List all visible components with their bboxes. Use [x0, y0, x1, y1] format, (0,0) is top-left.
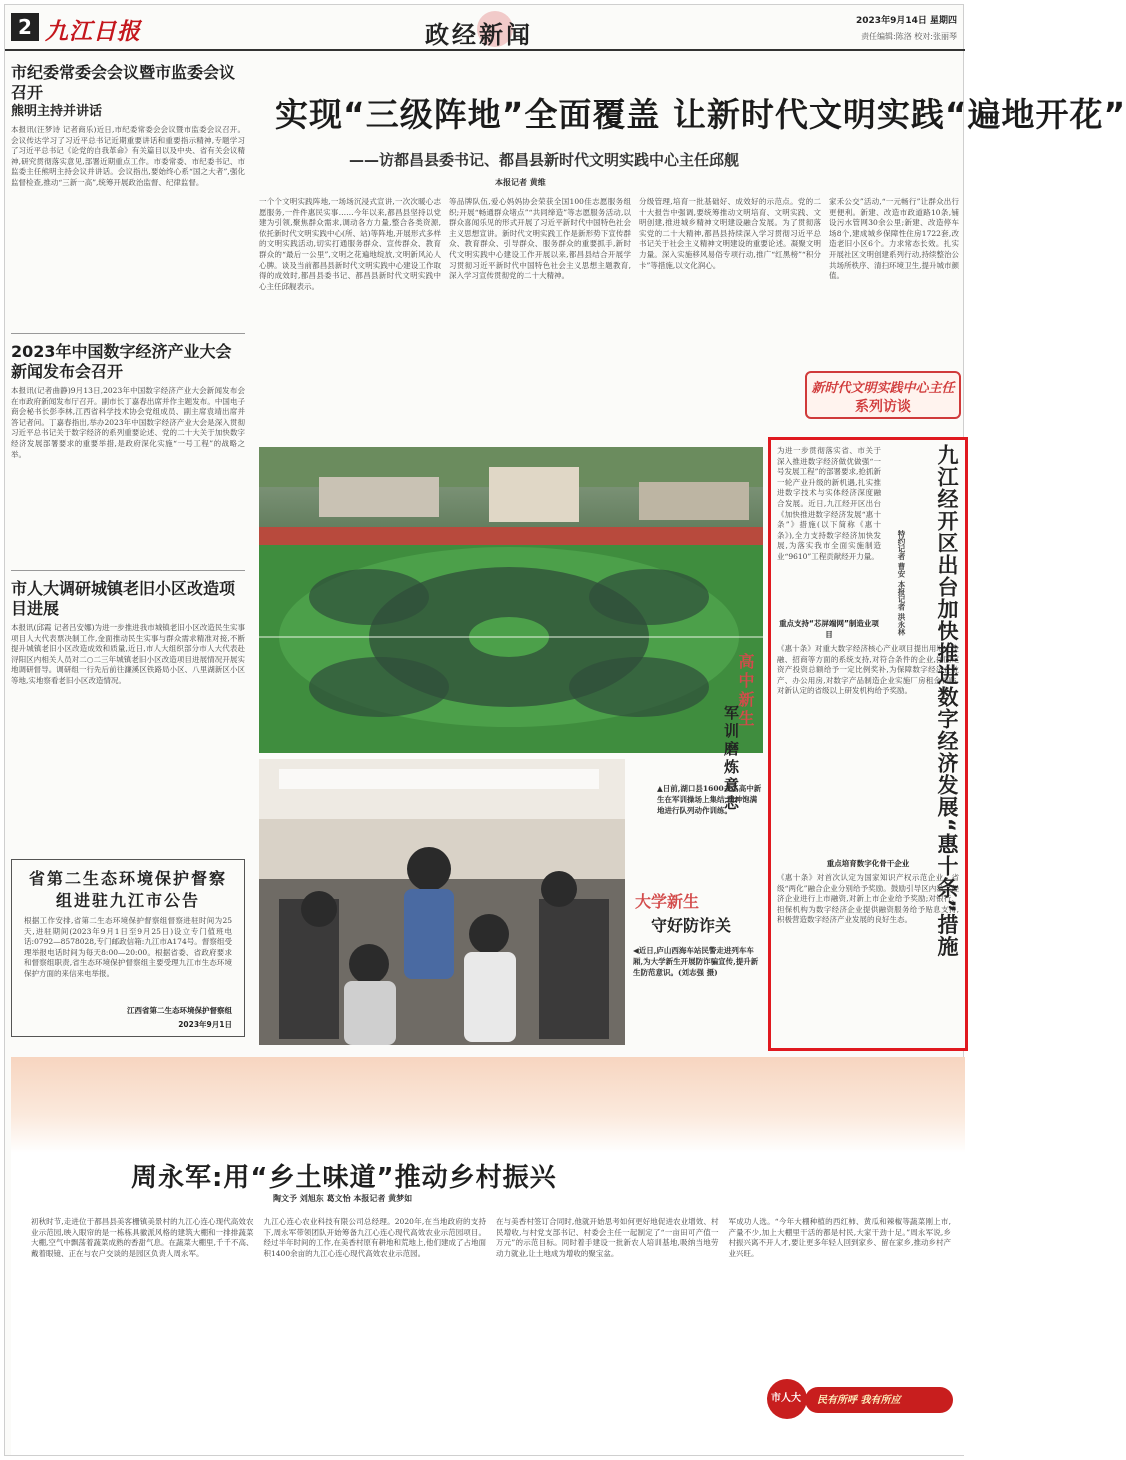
logo-text-2: 民有所呼 我有所应 — [817, 1395, 901, 1406]
highlight-title: 九江经开区出台加快推进数字经济发展“惠十条”措施 — [935, 444, 959, 958]
article-body: 本报讯(邱霞 记者吕安娜)为进一步推进我市城镇老旧小区改造民生实事项目人大代表票决制工作,金面推动民生实事与群众需求精准对接,不断提升城镇老旧小区改造成效和质量,近日,市人大组织部分市人大代表赴浔阳区内相关人员对二○二三年城镇老旧小区改造项目进展情况开展实地调研督导。调研组一行先后前往濂溪区铁路局小区、八里湖新区小区等地,实地察看老旧小区改造情况。 — [11, 623, 245, 685]
highlight-subhead-2: 重点培育数字化骨干企业 — [826, 859, 910, 868]
photo1-caption-black: 军训磨炼意志 — [722, 705, 740, 813]
editor-credits: 责任编辑:陈洛 校对:张丽琴 — [861, 32, 957, 41]
photo2-caption-black: 守好防诈关 — [651, 916, 732, 935]
lead-column: 家禾公交”活动,“一元畅行”让群众出行更便利。新建、改造市政道路10条,铺设污水管网30余公里;新建、改造停车场8个,建成城乡保障性住房1722套,改造老旧小区6个。力求常态长效。扎实开展社区文明创建系列行动,持续整治公共场所秩序、清扫环境卫生,提升城市颜值。 — [829, 197, 959, 281]
series-badge-line1: 新时代文明实践中心主任 — [811, 381, 955, 396]
photo2-caption — [635, 889, 699, 912]
photo-anti-fraud-bus — [259, 759, 625, 1045]
bottom-article — [11, 1057, 965, 1455]
bottom-headline: 周永军:用“乡土味道”推动乡村振兴 — [131, 1163, 557, 1193]
divider — [11, 570, 245, 571]
bottom-column: 在与美香村签订合同时,他就开始思考如何更好地促进农业增效、村民增收,与村党支部书记、村委会主任一起制定了“一亩田可产值一万元”的示范目标。同时着手建设一批新农人培训基地,吸纳当地劳动力就业,让土地成为增收的聚宝盆。 — [496, 1217, 719, 1258]
bottom-column: 军成功人选。“今年大棚种植的西红柿、黄瓜和辣椒等蔬菜刚上市,产量不少,加上大棚里干活的都是村民,大家干劲十足。”周永军说,乡村振兴离不开人才,要让更多年轻人回到家乡、留在家乡,推动乡村产业兴旺。 — [728, 1217, 951, 1258]
lead-byline: 本报记者 黄维 — [495, 178, 546, 187]
bottom-column: 九江心连心农业科技有限公司总经理。2020年,在当地政府的支持下,周永军带领团队开始筹备九江心连心现代高效农业示范园项目。经过半年时间的工作,在美香村原有耕地和荒地上,他们建成了占地面积1400余亩的九江心连心现代高效农业示范园。 — [263, 1217, 486, 1258]
highlight-subhead-1: 重点支持“芯屏端网”制造业项目 — [779, 619, 879, 639]
lead-column: 一个个文明实践阵地,一场场沉浸式宣讲,一次次暖心志愿服务,一件件惠民实事……今年以来,都昌县坚持以党建为引领,聚焦群众需求,调动各方力量,整合各类资源,依托新时代文明实践中心(所、站)等阵地,开展形式多样的文明实践活动,切实打通服务群众、宣传群众、教育群众的“最后一公里”,文明之花遍地绽放,文明新风沁人心脾。谈及当前都昌县新时代文明实践中心建设工作取得的成效时,都昌县委书记、都昌县新时代文明实践中心主任邱舰表示。 — [259, 197, 441, 291]
series-badge — [805, 371, 961, 419]
notice-title: 省第二生态环境保护督察组进驻九江市公告 — [28, 869, 227, 910]
logo-text-1: 市人大 — [771, 1393, 801, 1404]
article-title: 市纪委常委会会议暨市监委会议召开 — [11, 63, 236, 102]
highlight-text-2: 《惠十条》对首次认定为国家知识产权示范企业、省级“两化”融合企业分别给予奖励。鼓励引导区内数字经济企业进行上市融资,对新上市企业给予奖励;对银行、担保机构为数字经济企业提供融资服务给予贴息支持,积极营造数字经济产业发展的良好生态。 — [777, 873, 959, 925]
bottom-banner — [11, 1057, 965, 1153]
issue-date: 2023年9月14日 星期四 — [856, 16, 957, 26]
page-number: 2 — [11, 13, 39, 41]
divider — [11, 333, 245, 334]
left-column — [11, 63, 245, 829]
newspaper-page — [4, 4, 1126, 1456]
highlight-intro: 为进一步贯彻落实省、市关于深入推进数字经济做优做强“一号发展工程”的部署要求,抢抓新一轮产业升级的新机遇,扎实推进数字技术与实体经济深度融合发展。近日,九江经开区出台《加快推进数字经济发展“惠十条”》措施(以下简称《惠十条》),全力支持数字经济加快发展,为落实我市全面实施制造业“9610”工程贡献经开力量。 — [777, 446, 881, 561]
notice-body: 根据工作安排,省第二生态环境保护督察组督察进驻时间为25天,进驻期间(2023年9月1日至9月25日)设立专门值班电话:0792—8578028,专门邮政信箱:九江市A174号。督察组受理举报电话时间为每天8:00—20:00。根据省委、省政府要求和督察组职责,省生态环境保护督察组主要受理九江市生态环境保护方面的来信来电举报。 — [24, 916, 232, 978]
article-body: 本报讯(汪梦诗 记者商乐)近日,市纪委常委会会议暨市监委会议召开。会议传达学习了习近平总书记近期重要讲话和重要指示精神,专题学习了习近平总书记《论党的自我革命》有关篇目以及中央、省有关会议精神,研究贯彻落实意见,部署近期重点工作。市委常委、市纪委书记、市监委主任熊明主持会议并讲话。会议指出,要始终心系“国之大者”,强化监督检查,推动“三新一高”,统筹开展政治监督、纪律监督。 — [11, 125, 245, 187]
article-title: 2023年中国数字经济产业大会新闻发布会召开 — [11, 342, 232, 381]
article-title: 市人大调研城镇老旧小区改造项目进展 — [11, 579, 236, 618]
bottom-byline: 陶文予 刘旭东 葛文怡 本报记者 黄梦如 — [273, 1194, 413, 1203]
lead-headline: 实现“三级阵地”全面覆盖 让新时代文明实践“遍地开花” — [275, 95, 1126, 134]
bottom-column: 初秋时节,走进位于都昌县美客栅镇美景村的九江心连心现代高效农业示范园,映入眼帘的是一栋栋具徽派风格的建筑大棚和一排排蔬菜大棚,空气中飘荡着蔬菜成熟的香甜气息。在蔬菜大棚里,千千不高、戴着眼镜、正在与农户交谈的是园区负责人周永军。 — [31, 1217, 254, 1258]
series-badge-line2: 系列访谈 — [855, 399, 911, 415]
section-title: 政经新闻 — [425, 20, 533, 49]
photo2-caption-red: 大学新生 — [635, 892, 700, 911]
article-digital-economy-conference — [11, 342, 245, 562]
photo2-caption-box — [629, 759, 763, 1045]
article-body: 本报讯(记者曲静)9月13日,2023年中国数字经济产业大会新闻发布会在市政府新闻发布厅召开。副市长丁嘉春出席并作主题发布。中国电子商会秘书长彭李林,江西省科学技术协会党组成员、副主席袁靖出席并答记者问。丁嘉春指出,举办2023年中国数字经济产业大会是深入贯彻习近平总书记关于数字经济的系列重要论述、党的二十大关于加快数字经济发展部署要求的重要举措,是政府深化实施“一号工程”的战略之举。 — [11, 386, 245, 459]
notice-signature: 江西省第二生态环境保护督察组 — [127, 1006, 232, 1015]
highlighted-article — [768, 437, 968, 1051]
article-subtitle: 熊明主持并讲话 — [11, 104, 103, 119]
article-old-community-renovation — [11, 579, 245, 829]
lead-column: 分级管理,培育一批基础好、成效好的示范点。党的二十大报告中强调,要统筹推动文明培育、文明实践、文明创建,推进城乡精神文明建设融合发展。为了贯彻落实党的二十大精神,都昌县持续深入学习贯彻习近平总书记关于社会主义精神文明建设的重要论述。凝聚文明力量。深入实施移风易俗专项行动,推广“红黑榜”“积分卡”等措施,以文化润心。 — [639, 197, 821, 270]
photo1-caption-red: 高中新生 — [736, 653, 755, 729]
highlight-text-1: 《惠十条》对重大数字经济核心产业项目提出用地、金融、招商等方面的系统支持,对符合条件的企业,按固定资产投资总额给予一定比例奖补,为保障数字经济企业产、办公用房,对数字产品制造企业实施厂房租金补贴,对新认定的省级以上研发机构给予奖励。 — [777, 644, 959, 696]
eco-inspection-notice — [11, 859, 245, 1037]
lead-column: 等品牌队伍,爱心妈妈协会荣获全国100佳志愿服务组织;开展“畅通群众堵点”“共同缔造”等志愿服务活动,以群众喜闻乐见的形式开展了习近平新时代中国特色社会主义思想宣讲。新时代文明实践工作是新形势下宣传群众、教育群众、引导群众、服务群众的重要抓手,新时代文明实践中心建设工作开展以来,都昌县结合开展学习贯彻习近平新时代中国特色社会主义思想主题教育,深入学习宣传贯彻党的二十大精神。 — [449, 197, 631, 281]
photo2-note: ◀近日,庐山西海车站民警走进列车车厢,为大学新生开展防诈骗宣传,提升新生防范意识。(刘志强 摄) — [633, 946, 759, 977]
lead-subheadline: ——访都昌县委书记、都昌县新时代文明实践中心主任邱舰 — [349, 151, 740, 169]
article-commission-meeting — [11, 63, 245, 325]
photo-military-training — [259, 447, 763, 753]
photo1-note: ▲日前,湖口县1600多名高中新生在军训操场上集结,精神饱满地进行队列动作训练。 — [657, 784, 762, 815]
highlight-byline: 特约记者 曹安 本报记者 洪永林 — [897, 530, 906, 636]
masthead — [5, 5, 965, 51]
notice-date: 2023年9月1日 — [178, 1020, 232, 1029]
paper-logo: 九江日报 — [45, 18, 141, 45]
